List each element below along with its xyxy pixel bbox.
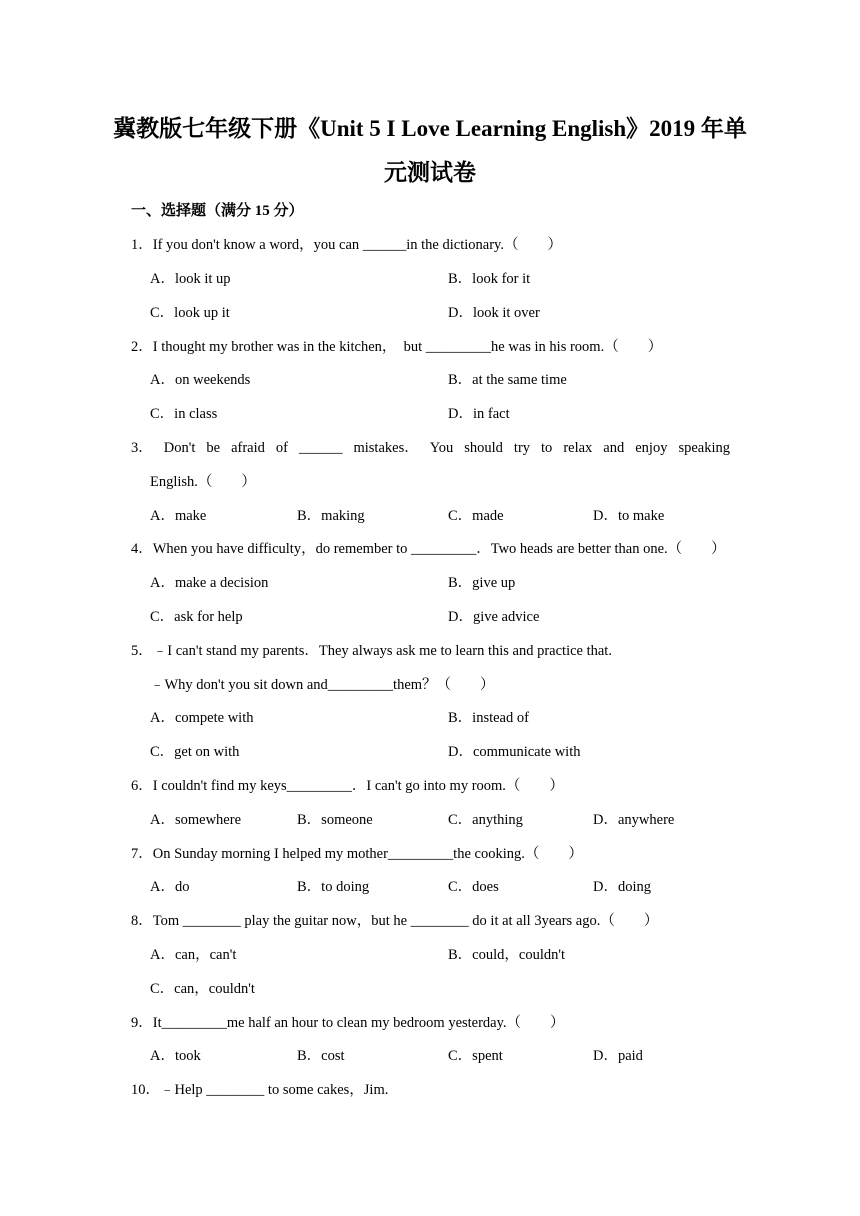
question-3-word: You	[429, 440, 454, 456]
question-3-continuation: English.（ ）	[150, 474, 256, 490]
question-6-option-c: C．anything	[448, 812, 523, 828]
question-3-word: relax	[563, 440, 593, 456]
question-7-option-b: B．to doing	[297, 879, 370, 895]
question-6-option-a: A．somewhere	[150, 812, 242, 828]
question-3-word: of	[275, 440, 288, 456]
question-3-word: enjoy	[635, 440, 668, 456]
question-7-option-c: C．does	[448, 879, 499, 895]
question-1-option-a: A．look it up	[150, 271, 231, 287]
question-9-stem: 9．It_________me half an hour to clean my bedroom yesterday.（ ）	[131, 1015, 565, 1031]
page-title-line-1: 冀教版七年级下册《Unit 5 I Love Learning English》2019 年单	[113, 116, 747, 141]
section-heading: 一、选择题（满分 15 分）	[131, 203, 304, 219]
question-5-option-c: C．get on with	[150, 744, 240, 760]
page-title-line-2: 元测试卷	[384, 160, 476, 185]
question-3-word: speaking	[678, 440, 730, 456]
question-3-word: to	[541, 440, 553, 456]
question-4-option-c: C．ask for help	[150, 609, 243, 625]
question-1-stem: 1．If you don't know a word，you can ______in the dictionary.（ ）	[131, 237, 562, 253]
question-5-option-b: B．instead of	[448, 710, 529, 726]
question-7-option-a: A．do	[150, 879, 190, 895]
question-3-stem	[131, 438, 730, 458]
question-5-continuation: ﹣Why don't you sit down and_________them？（ ）	[150, 677, 495, 693]
question-2-option-d: D．in fact	[448, 406, 510, 422]
question-3-word: afraid	[231, 440, 265, 456]
question-3-option-c: C．made	[448, 508, 504, 524]
question-6-option-b: B．someone	[297, 812, 373, 828]
question-9-option-b: B．cost	[297, 1048, 345, 1064]
question-8-option-b: B．could，couldn't	[448, 947, 565, 963]
question-3-word: mistakes．	[353, 440, 419, 456]
question-4-option-b: B．give up	[448, 575, 516, 591]
question-7-stem: 7．On Sunday morning I helped my mother_________the cooking.（ ）	[131, 846, 583, 862]
question-10-stem: 10．﹣Help ________ to some cakes，Jim.	[131, 1082, 389, 1098]
question-6-option-d: D．anywhere	[593, 812, 675, 828]
question-3-word: and	[603, 440, 625, 456]
question-4-option-a: A．make a decision	[150, 575, 269, 591]
question-3-word: be	[206, 440, 221, 456]
question-3-option-b: B．making	[297, 508, 365, 524]
question-9-option-a: A．took	[150, 1048, 201, 1064]
question-8-option-a: A．can，can't	[150, 947, 237, 963]
question-1-option-c: C．look up it	[150, 305, 230, 321]
question-4-stem: 4．When you have difficulty，do remember to _________．Two heads are better than one.（ ）	[131, 541, 726, 557]
question-3-word: 3．	[131, 440, 153, 456]
question-7-option-d: D．doing	[593, 879, 651, 895]
question-5-stem: 5．﹣I can't stand my parents．They always ask me to learn this and practice that.	[131, 643, 612, 659]
question-2-option-a: A．on weekends	[150, 372, 251, 388]
question-2-option-b: B．at the same time	[448, 372, 567, 388]
question-2-stem: 2．I thought my brother was in the kitchen， but _________he was in his room.（ ）	[131, 339, 663, 355]
question-3-word: Don't	[163, 440, 196, 456]
question-1-option-b: B．look for it	[448, 271, 531, 287]
question-6-stem: 6．I couldn't find my keys_________．I can't go into my room.（ ）	[131, 778, 564, 794]
question-5-option-d: D．communicate with	[448, 744, 581, 760]
question-8-option-c: C．can，couldn't	[150, 981, 255, 997]
question-3-word: should	[464, 440, 503, 456]
question-1-option-d: D．look it over	[448, 305, 540, 321]
question-3-word: try	[513, 440, 531, 456]
question-8-stem: 8．Tom ________ play the guitar now，but he ________ do it at all 3years ago.（ ）	[131, 913, 659, 929]
question-3-option-a: A．make	[150, 508, 207, 524]
question-9-option-d: D．paid	[593, 1048, 643, 1064]
question-5-option-a: A．compete with	[150, 710, 254, 726]
question-3-option-d: D．to make	[593, 508, 665, 524]
question-3-blank: ______	[298, 440, 343, 456]
question-2-option-c: C．in class	[150, 406, 218, 422]
question-4-option-d: D．give advice	[448, 609, 540, 625]
question-9-option-c: C．spent	[448, 1048, 503, 1064]
